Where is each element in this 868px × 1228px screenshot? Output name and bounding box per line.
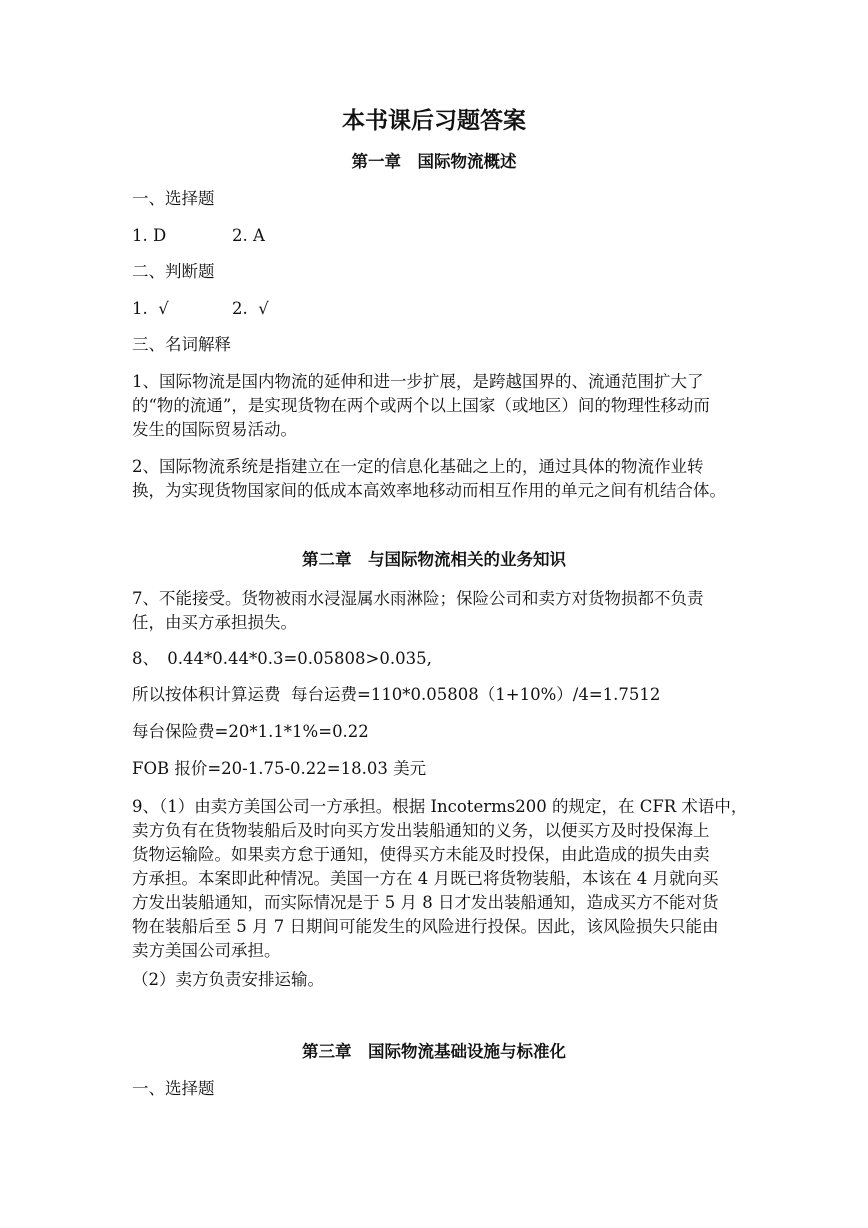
answer-8-insurance: 每台保险费=20*1.1*1%=0.22 — [132, 722, 369, 741]
section-choice-ch3: 一、选择题 — [132, 1079, 215, 1098]
section-judgement: 二、判断题 — [132, 262, 215, 281]
document-title: 本书课后习题答案 — [342, 107, 526, 134]
chapter-2-heading: 第二章 与国际物流相关的业务知识 — [302, 550, 566, 569]
term-paragraph-2: 2、国际物流系统是指建立在一定的信息化基础之上的，通过具体的物流作业转 换，为实现货物国家间的低成本高效率地移动而相互作用的单元之间有机结合体。 — [132, 457, 726, 500]
chapter-1-heading: 第一章 国际物流概述 — [351, 152, 517, 171]
section-terms: 三、名词解释 — [132, 335, 231, 354]
answer-8-fob: FOB 报价=20-1.75-0.22=18.03 美元 — [132, 759, 427, 778]
judgement-2: 2. √ — [232, 299, 269, 318]
term-paragraph-1: 1、国际物流是国内物流的延伸和进一步扩展，是跨越国界的、流通范围扩大了 的“物的流通”，是实现货物在两个或两个以上国家（或地区）间的物理性移动而 发生的国际贸易活动。 — [132, 372, 710, 439]
section-choice: 一、选择题 — [132, 189, 215, 208]
answer-1: 1. D — [132, 226, 167, 245]
answer-2: 2. A — [232, 226, 265, 245]
answer-8-freight: 所以按体积计算运费 每台运费=110*0.05808（1+10%）/4=1.7512 — [132, 685, 661, 704]
answer-8: 8、 0.44*0.44*0.3=0.05808>0.035, — [132, 649, 432, 668]
answer-7: 7、不能接受。货物被雨水浸湿属水雨淋险；保险公司和卖方对货物损都不负责 任，由买方承担损失。 — [132, 589, 704, 632]
answer-9-part-1: 9、（1）由卖方美国公司一方承担。根据 Incoterms200 的规定，在 CFR 术语中， 卖方负有在货物装船后及时向买方发出装船通知的义务，以便买方及时投保海上 货物运输险。如果卖方怠于通知，使得买方未能及时投保，由此造成的损失由卖 方承担。本案即此种情况。美国一方在 4 月既已将货物装船，本该在 4 月就向买 方发出装船通知，而实际情况是于 5 月 8 日才发出装船通知，造成买方不能对货 物在装船后至 5 月 7 日期间可能发生的风险进行投保。因此，该风险损失只能由 卖方美国公司承担。 — [132, 797, 748, 960]
answer-9-part-2: （2）卖方负责安排运输。 — [132, 970, 324, 989]
chapter-3-heading: 第三章 国际物流基础设施与标准化 — [302, 1042, 566, 1061]
judgement-1: 1. √ — [132, 299, 169, 318]
